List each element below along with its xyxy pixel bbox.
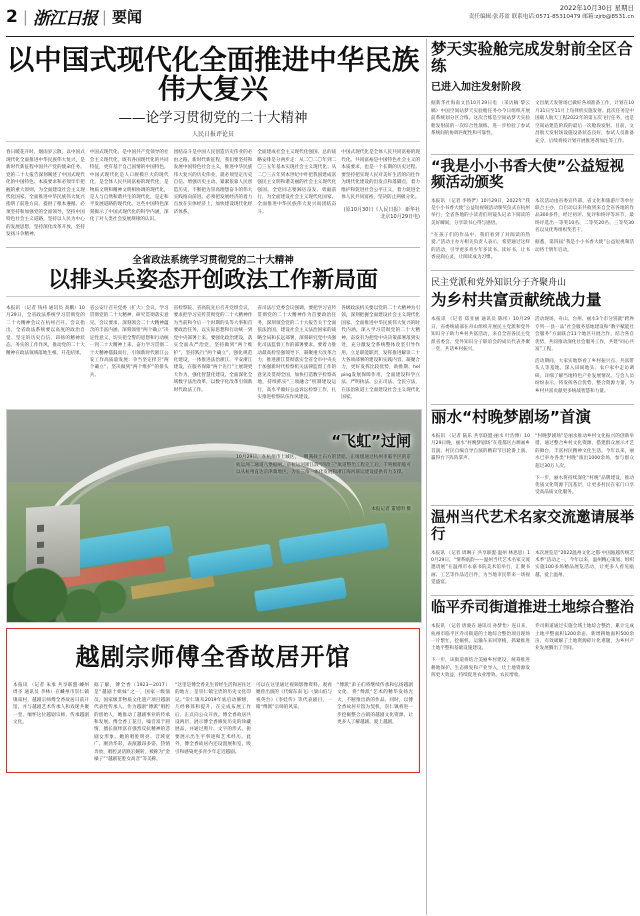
lead-column <box>90 145 169 243</box>
left-zone <box>6 37 426 915</box>
right-paragraph: 下一步，丽水将持续深化“村晚”品牌建设，推动优质文化资源下沉基层，让更多村民在家门口享受高品质文化服务。 <box>535 475 634 496</box>
right-paragraph: 下一步，该街道将结合美丽乡村建设，统筹推进耕地保护、生态修复和产业导入，让土地资源发挥更大效益，持续促进农业增效、农民增收。 <box>431 658 530 679</box>
lead-column <box>341 145 420 243</box>
politics-paragraph: 本报讯 （记者 钱祎 通讯员 高鹏）10月29日，全省政法系统学习贯彻党的二十大精神会议在杭州召开。会议指出，全省政法系统要以高度的政治自觉、坚定的历史自信、昂扬的精神状态、务实的工作作风，推动党的二十大精神在政法领域落地生根、开花结果。 <box>6 305 85 356</box>
right-column <box>431 312 530 400</box>
boxed-headline: 越剧宗师傅全香故居开馆 <box>75 643 351 672</box>
right-kicker-minzhu: 民主党派和党外知识分子齐聚舟山 <box>431 278 567 289</box>
right-headline-minzhu: 为乡村共富贡献统战力量 <box>431 291 602 310</box>
politics-column <box>341 300 420 406</box>
lead-column <box>6 145 85 243</box>
lead-rule <box>6 141 420 142</box>
right-paragraph: 本报讯 （记者 李娇俨）10月29日，2022年“我是小小书香大使”公益短视频活动颁奖仪式在杭州举行，全省各地的小读者们用镜头记录下阅读的美好瞬间，分享读书心得与感悟。 <box>431 198 530 226</box>
right-columns-minzhu <box>431 312 634 400</box>
right-column <box>535 619 634 685</box>
politics-headline: 以排头兵姿态开创政法工作新局面 <box>47 268 378 294</box>
right-rule-3 <box>431 404 634 405</box>
right-headline-mengtian: 梦天实验舱完成发射前全区合练 <box>431 40 633 76</box>
right-columns-linping <box>431 619 634 685</box>
page-number: 2 <box>6 6 18 27</box>
right-columns-wenzhou <box>431 545 634 591</box>
politics-column <box>90 300 169 406</box>
right-paragraph: 活动期间，大家实地察看了乡村振兴点、共富带头人等基地，深入田间地头、农户家中走访调研，详细了解当地特色产业发展情况。与会人员纷纷表示，将发挥各自优势，整合资源力量，为乡村共富贡献更多统战智慧和力量。 <box>535 359 634 394</box>
right-paragraph: 本报讯 （记者 郑亚丽 通讯员 陈彤）10月29日，省委统战部在舟山组织开展民主党派和党外知识分子助力乡村共富活动，来自全省各民主党派省委会、党外知识分子联谊会的成员代表齐聚一堂，共话乡村振兴。 <box>431 317 530 352</box>
right-column <box>431 96 530 150</box>
paper-name: 浙江日报 <box>32 9 97 29</box>
photo-caption-text: 10月29日，在杭州市上城区，一艘满载土石方的货船，正缓缓通过杭州市临平区的京杭运河二通道八堡船闸。京杭运河浙江段“四改三”航道整治工程完工后，千吨级船舶可以从杭州直达京津冀地区，为长三角一体化发展和浙江海河联运建设提供有力支撑。 <box>236 455 411 476</box>
right-rule-4 <box>431 505 634 506</box>
politics-paragraph: 省公安厅召开党委（扩大）会议，学习贯彻党的二十大精神，研究贯彻落实意见。会议要求，深刻领会二十大精神蕴含的丰富内涵、深刻领悟“两个确立”决定性意义，切实把全警的思想和行动统一到二十大精神上来，奋力学习贯彻二十大精神擂鼓而行，引领新时代浙江公安工作高质量发展；争当坚定捍卫“两个确立”、坚决做到“两个维护”的排头兵。 <box>89 305 169 378</box>
page-body <box>6 37 634 915</box>
boxed-paragraph: 可以在这里通过视频影像资料，观看她曾出演的《代嫁东南飞》《梁山伯与祝英台》《李娃传》等代表剧目，一睹“傅派”宗师的风采。 <box>256 682 332 711</box>
lead-column <box>174 145 253 243</box>
lead-paragraph: 春日暖花开时，烟雨岁云散，以中国式现代化全面推进中华民族伟大复兴，是新时代新征程中国共产党的使命任务。党的二十大报告深刻阐述了中国式现代化的中国特色、本质要求和必须牢牢把握的重大原则，为全面建设社会主义现代化国家、全面推进中华民族伟大复兴指明了前进方向、提供了根本遵循。必须坚持和加强党的全面领导，坚持中国特色社会主义道路，坚持以人民为中心的发展思想，坚持深化改革开放，坚持发扬斗争精神。 <box>6 150 85 238</box>
lead-source-note: (原10月30日《人民日报》 新华社北京10月29日电) <box>343 207 420 220</box>
lead-paragraph: 中国式现代化是全体人民共同富裕的现代化。共同富裕是中国特色社会主义的本质要求，也是一个长期的历史过程。要坚持把实现人民对美好生活的向往作为现代化建设的出发点和落脚点，着力维护和促进社会公平正义，着力促进全体人民共同富裕，坚决防止两极分化。 <box>341 150 420 200</box>
right-column <box>431 428 530 501</box>
boxed-story <box>6 628 420 773</box>
right-column <box>431 193 530 266</box>
right-zone <box>431 37 634 915</box>
photo-credit: 本报记者 董旭明 摄 <box>371 507 411 513</box>
politics-column <box>6 300 85 406</box>
right-headline-shuxiang: “我是小小书香大使”公益短视频活动颁奖 <box>431 158 625 191</box>
right-paragraph: “村晚梦剧场”是丽水推动乡村文化振兴的创新举措，通过整合乡村文化资源，搭建群众展示才艺的舞台，丰富村民精神文化生活。今年以来，丽水已举办各类“村晚”演出1000余场，参与群众超过30万人次。 <box>535 433 634 469</box>
boxed-column <box>337 677 413 768</box>
right-paragraph: 本报讯 （记者 陆乐 共享联盟·丽水 叶浩博）10月29日晚，丽水“村晚梦剧场”在莲都区古堰画乡首演，村民自编自导自演的精彩节目轮番上演，赢得台下阵阵掌声。 <box>431 433 530 462</box>
right-column <box>535 428 634 501</box>
boxed-paragraph: “傅派”弟子们将继续传承和弘扬越剧文化，将“傅派”艺术的精华发扬光大，不断推出新的作品。同时，以傅全香故居开馆为契机，崇仁镇将进一步挖掘整合古镇的越剧文化资源，让更多人了解越剧、爱上越剧。 <box>337 682 413 726</box>
publication-date: 2022年10月30日 星期日 <box>559 4 634 12</box>
right-columns-lishui <box>431 428 634 501</box>
right-paragraph: 据悉，第四届“我是小小书香大使”公益短视频活动将于明年启动。 <box>535 240 634 253</box>
right-column <box>535 96 634 150</box>
right-rule-1 <box>431 154 634 155</box>
right-paragraph: 本报讯 （记者 周琳子 共享联盟·温州 林思思）10月29日，“情系瓯韵——温州当代艺术名家交流邀请展”在温州市永嘉书院美术馆举行，汇聚书画、工艺等作品近百件，为当地市民带来一场视觉盛宴。 <box>431 550 530 586</box>
lead-paragraph: 全面建成社会主义现代化强国，总的战略安排是分两步走：从二〇二〇年到二〇三五年基本实现社会主义现代化；从二〇三五年到本世纪中叶把我国建成富强民主文明和谐美丽的社会主义现代化强国。全党同志要踔厉奋发、勇毅前行，为全面建设社会主义现代化国家、全面推进中华民族伟大复兴而团结奋斗。 <box>257 150 337 215</box>
politics-column <box>174 300 253 406</box>
masthead-meta <box>469 4 634 22</box>
right-paragraph: 活动现场，舟山、台州、丽水3个市分别就“跨界专列·一县一品”社会服务基地建设和“数字赋能社会服务”方面联合11个地区开展合作，结合各自优势，共同推动深化社会服务工作，共建“同心共富”工程。 <box>535 317 634 352</box>
boxed-column <box>13 677 89 768</box>
right-column <box>535 545 634 591</box>
lead-byline: 人民日报评论员 <box>191 130 234 138</box>
politics-paragraph: 省检察院、省高院先后召开党组会议，要求把学习宣传贯彻党的二十大精神作为当前和今后一个时期的头等大事和首要政治任务，以实际思想和行动统一到党中央部署上来。要强化政治建设，落实全面从严治党，坚持做到“两个维护”，坚持践行“两个确立”，强化规范化建设，一体推进法治浙江、平安浙江建设，在服务保障“两个先行”上展现更大作为，强化智慧化建设，全面深化全域数字法治改革，以数字化改革引领新时代政法工作。 <box>173 305 253 393</box>
right-headline-wenzhou: 温州当代艺术名家交流邀请展举行 <box>431 510 634 543</box>
photo-trees <box>7 533 173 622</box>
lead-column <box>257 145 336 243</box>
boxed-paragraph: 据了解，傅全香（1923—2017）是“越剧十姐妹”之一，国家一级演员，国家级非物质文化遗产项目越剧代表性传承人。作为越剧“傅派”唱腔的创始人，她推动了越剧事业的传承和发展。傅全香工花旦，嗓音富于圆情，擅长演绎富有强烈反抗精神的悲剧女形象。她的唱腔明亮、音域宽广、刚劲华彩，表演激昂多姿、热情奔放，唱腔灵活跌宕婉转，被称为“金嗓子”“越剧花腔女高音”等美称。 <box>94 682 170 763</box>
right-paragraph: 本次展览是“2022温州文化之都·中国瓯越传统艺术季”活动之一，今年以来，温州精心策划、组织实施100多场精品展览活动，让更多人看见瓯越、爱上温州。 <box>535 550 634 578</box>
right-paragraph: 据新华社海南文昌10月29日电 （采访稿 黎云稿）中国空间站梦天实验舱任务办今日组织开展前系统划分区合练。这次合练是空间站梦天实验舱发射前的一次综合性演练，进一步检验了参试系统间的协调匹配性和可靠性。 <box>431 101 530 137</box>
masthead-divider-2: | <box>101 7 107 26</box>
lead-subtitle: ——论学习贯彻党的二十大精神 <box>118 109 308 126</box>
boxed-column <box>256 677 332 768</box>
right-columns-mengtian <box>431 96 634 150</box>
right-rule-2 <box>431 270 634 271</box>
right-column <box>431 619 530 685</box>
boxed-column <box>94 677 170 768</box>
right-columns-shuxiang <box>431 193 634 266</box>
politics-paragraph: 各级政法机关要以党的二十大精神为引领，深刻把握全面建设社会主义现代化国家、全面推进中华民族伟大复兴的时代内涵，深入学习贯彻党的二十大精神，奋发有为把党中央决策部署落到实处，充分激发全系统整体攻坚引导作用，立足职能职责，发挥推进解读二十大各项部署的建设和实践内容，凝聚合力，更好发挥比较优势，助推期、helping发展保障作用，全面建设科学立法、严明执法、公正司法、全民守法，在法治轨道上全面建设社会主义现代化国家。 <box>341 305 420 401</box>
section-rule-1 <box>6 247 420 248</box>
right-column <box>535 312 634 400</box>
politics-rule <box>6 296 420 297</box>
lead-headline: 以中国式现代化全面推进中华民族伟大复兴 <box>6 44 420 105</box>
masthead-divider-1: | <box>22 7 28 26</box>
right-paragraph: 文昌航天发射场已做好各项准备工作，计划在10月31日至11月上旬择机实施发射。此次任务是中国载人航天工程2022年的第五次飞行任务，也是空间站建造阶段的最后一次舱段发射。目前，文昌航天发射场设施设备状态良好，参试人员准备充分，后续将按计划开展推进剂加注等工作。 <box>535 101 634 144</box>
masthead <box>6 0 634 34</box>
boxed-columns <box>13 677 413 768</box>
politics-column <box>257 300 336 406</box>
right-paragraph: 乔司街道通过实施全域土地综合整治，累计完成土地平整面积1200余亩，新增耕地面积500余亩，有效破解了土地资源碎片化难题，为乡村产业发展腾出了空间。 <box>535 624 634 652</box>
section-name: 要闻 <box>111 8 142 26</box>
lead-paragraph: 中国式现代化，是中国共产党领导的社会主义现代化，既有各国现代化的共同特征，更有基于自己国情的中国特色。中国式现代化是人口规模巨大的现代化，是全体人民共同富裕的现代化，是物质文明和精神文明相协调的现代化，是人与自然和谐共生的现代化，是走和平发展道路的现代化。这些中国特色深刻揭示了中国式现代化的科学内涵，深化了对人类社会发展规律的认识。 <box>89 150 169 223</box>
right-paragraph: 本报讯 （记者 唐骏垚 通讯员 孙梦怡）连日来，杭州市临平区乔司街道的土地综合整治项目现场一片繁忙，挖掘机、运输车来回穿梭，抓紧推进土地平整和基础设施建设。 <box>431 624 530 652</box>
editor-contact-line: 责任编辑:张苏盈 联系电话:0571-85310479 邮箱:zjrb@8531.cn <box>468 14 634 21</box>
right-headline-linping: 临平乔司街道推进土地综合整治 <box>431 600 634 617</box>
right-column <box>431 545 530 591</box>
column-divider <box>426 39 427 915</box>
boxed-column <box>175 677 251 768</box>
right-column <box>535 193 634 266</box>
right-headline-lishui: 丽水“村晚梦剧场”首演 <box>431 407 591 426</box>
news-photo <box>6 409 422 623</box>
boxed-paragraph: “这里是傅全香先生曾经生活和居住过的地方，是崇仁镇宝贵的历史文化印记。”崇仁镇从2019年底启动修缮，几经修葺和提升，在完成布展工作后，正式向公众开放。傅全香故居共设两层，展示傅全香修复历史的珍藏展品，并通过照片、文字的形式，扼要展示出生平事迹和艺术经历。此外，傅全香故居内还设置展和室，吸引和感染更多青少年走近越剧。 <box>175 682 251 755</box>
politics-paragraph: 省司法厅党委会议强调，要把学习宣传贯彻党的二十大精神作为首要政治任务，深刻领会党的二十大报告关于全面依法治国、建设社会主义法治国家的战略全局和长远部署，深刻研究党中央强化司法监督工作的部署要求。要着力推动最高检坚强领导下，凝聚重大改革合力，推进浙江贯彻落实全省全市中央关于加强新时代检察机关法律监督工作的意见及贯彻全国，加快打造数字检察高地，持续抓实“三项融合”机制建设运行，高水平做好公益诉讼检察工作，扎实推进检察队伍作风建设。 <box>257 305 337 401</box>
politics-kicker: 全省政法系统学习贯彻党的二十大精神 <box>132 255 294 267</box>
right-rule-5 <box>431 595 634 596</box>
photo-caption-title: “飞虹”过闸 <box>331 432 411 451</box>
politics-columns <box>6 300 420 406</box>
right-paragraph: “在孩子们的作品中，我们看到了对阅读的热爱。”活动主办方相关负责人表示，希望通过这样的活动，引导更多青少年多读书、读好书，让书香浸润心灵，让阅读成为习惯。 <box>431 232 530 261</box>
lead-paragraph: 团结奋斗是中国人民创造历史伟业的必由之路。新时代新征程，我们要坚持和发展中国特色社会主义，推进中华民族伟大复兴的历史伟业，就必须坚定历史自信、增强历史主动，紧紧依靠人民创造历史，不断把为崇高理想奋斗的伟大实践推向前进。必须把发展经济的着力点放在实体经济上，加快建设现代化经济体系。 <box>173 150 253 215</box>
masthead-brand <box>6 4 142 29</box>
lead-columns <box>6 145 420 243</box>
boxed-paragraph: 本报讯 （记者 朱承 共享联盟·嵊州 周圣 通讯员 李林）在嵊州市崇仁镇镇南村，越剧宗师傅全香故居日前开馆，并与越剧艺术传承人和戏迷共聚一堂，缅怀这位越剧宗师，传承越剧文化。 <box>13 682 89 726</box>
right-subhead-mengtian: 已进入加注发射阶段 <box>431 81 521 93</box>
right-paragraph: 本次活动由省委宣传部、省文化和旅游厅等单位联合主办，自启动以来共收到来自全省各地的作品300多件，经过初评、复评和终评等环节，最终评选出一等奖10名、二等奖20名、三等奖30名以及优秀组织奖若干。 <box>535 198 634 234</box>
